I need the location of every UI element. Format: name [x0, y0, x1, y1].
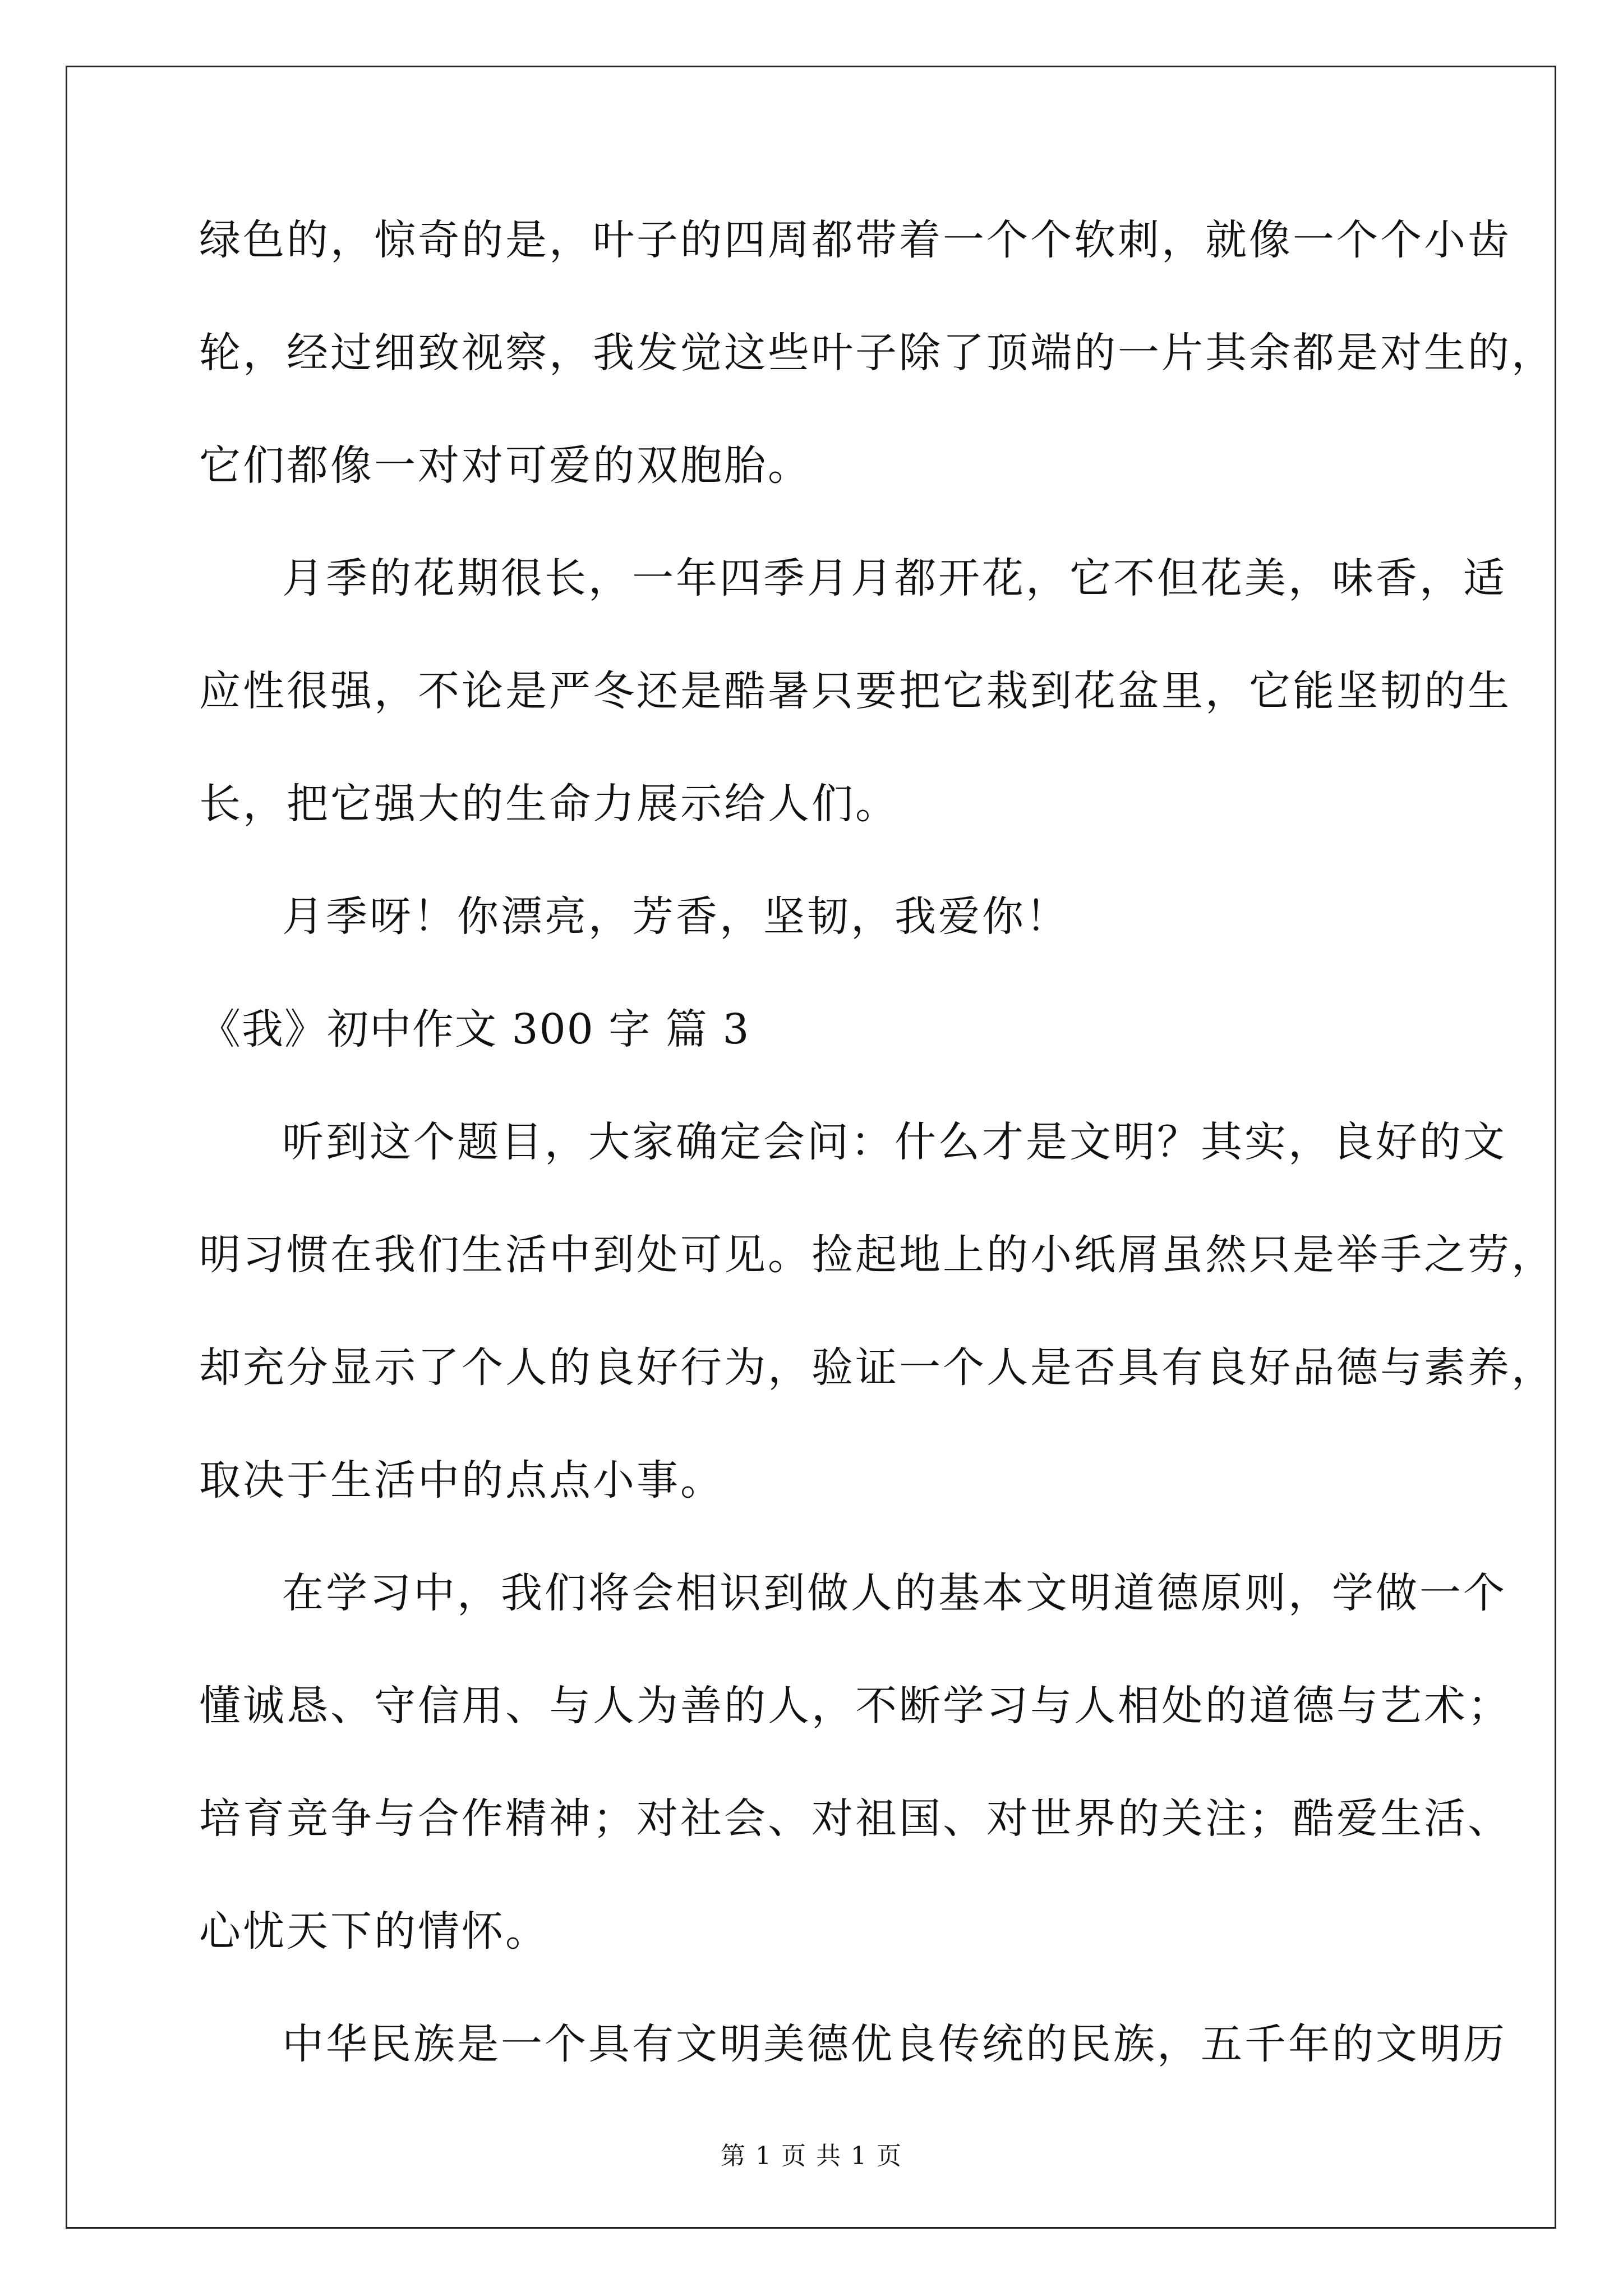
section-heading: 《我》初中作文 300 字 篇 3: [199, 1005, 750, 1053]
paragraph-first-line: 在学习中，我们将会相识到做人的基本文明道德原则，学做一个: [282, 1569, 1507, 1617]
text-line: 取决于生活中的点点小事。: [199, 1456, 724, 1504]
text-line: 它们都像一对对可爱的双胞胎。: [199, 441, 811, 490]
paragraph-first-line: 月季呀！你漂亮，芳香，坚韧，我爱你！: [282, 892, 1069, 941]
text-line: 应性很强，不论是严冬还是酷暑只要把它栽到花盆里，它能坚韧的生: [199, 667, 1511, 715]
text-line: 轮，经过细致视察，我发觉这些叶子除了顶端的一片其余都是对生的，: [199, 329, 1555, 377]
text-line: 却充分显示了个人的良好行为，验证一个人是否具有良好品德与素养，: [199, 1343, 1555, 1392]
text-line: 长，把它强大的生命力展示给人们。: [199, 780, 899, 828]
text-line: 懂诚恳、守信用、与人为善的人，不断学习与人相处的道德与艺术；: [199, 1682, 1511, 1730]
text-line: 绿色的，惊奇的是，叶子的四周都带着一个个软刺，就像一个个小齿: [199, 216, 1511, 264]
text-line: 心忧天下的情怀。: [199, 1907, 549, 1955]
text-line: 明习惯在我们生活中到处可见。捡起地上的小纸屑虽然只是举手之劳，: [199, 1231, 1555, 1279]
paragraph-first-line: 听到这个题目，大家确定会问：什么才是文明？其实，良好的文: [282, 1118, 1507, 1166]
paragraph-first-line: 月季的花期很长，一年四季月月都开花，它不但花美，味香，适: [282, 554, 1507, 602]
page-footer: [0, 2141, 1623, 2172]
document-body: [199, 213, 1555, 2130]
page-number: 第 1 页 共 1 页: [721, 2142, 902, 2170]
paragraph-first-line: 中华民族是一个具有文明美德优良传统的民族，五千年的文明历: [282, 2020, 1507, 2068]
text-line: 培育竞争与合作精神；对社会、对祖国、对世界的关注；酷爱生活、: [199, 1795, 1511, 1843]
